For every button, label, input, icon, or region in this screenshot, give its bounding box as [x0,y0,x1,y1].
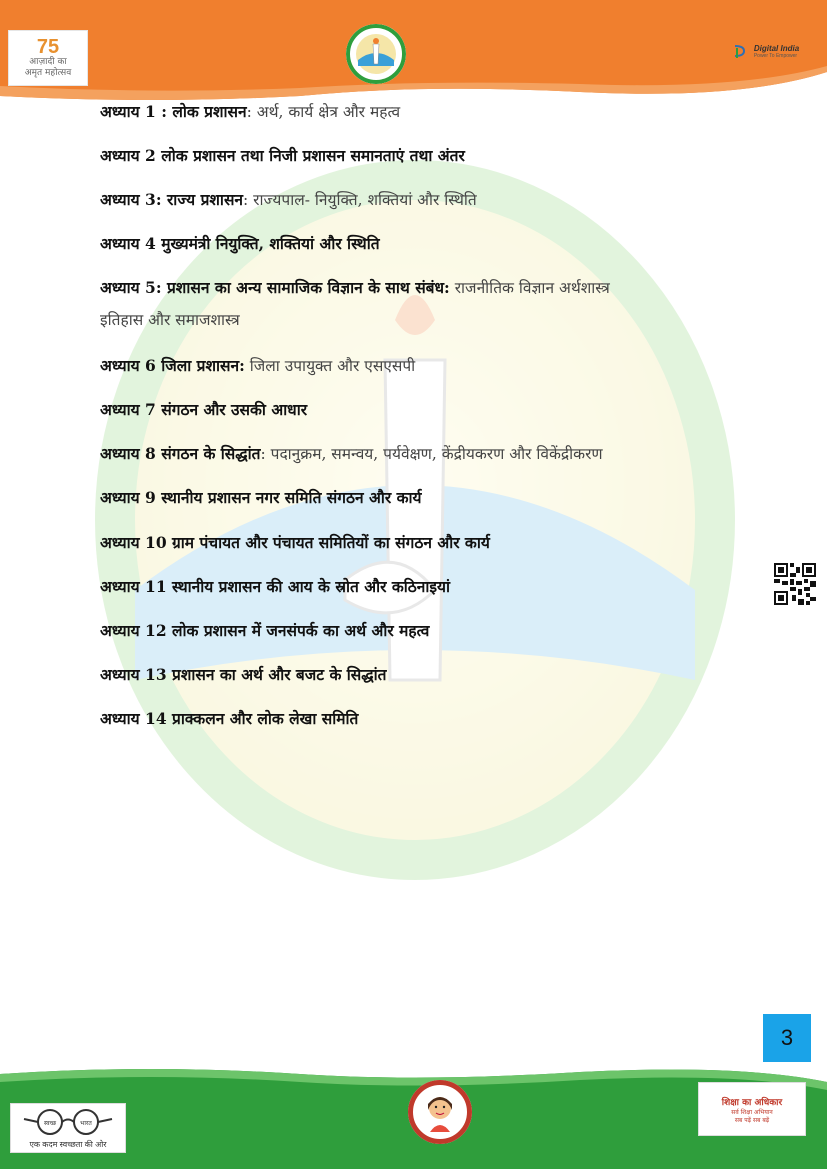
chapter-7 [100,394,750,426]
azadi-ka-amrit-mahotsav-logo [8,30,88,86]
chapter-12-title: अध्याय 12 लोक प्रशासन में जनसंपर्क का अर्थ और महत्व [100,621,430,640]
chapter-5-continued [100,304,750,336]
chapter-11-title: अध्याय 11 स्थानीय प्रशासन की आय के स्रोत और कठिनाइयां [100,577,450,596]
digital-india-logo [730,36,802,66]
chapter-10 [100,527,750,559]
chapter-2 [100,140,750,172]
shiksha-line1: सर्व शिक्षा अभियान [731,1108,773,1116]
chapter-9-title: अध्याय 9 स्थानीय प्रशासन नगर समिति संगठन और कार्य [100,488,422,507]
chapter-9 [100,482,750,514]
chapter-6-title: अध्याय 6 जिला प्रशासन: [100,356,245,375]
beti-bachao-logo-icon [408,1080,472,1144]
chapter-6 [100,350,750,382]
azadi-line2: अमृत महोत्सव [24,68,72,78]
chapter-4-title: अध्याय 4 मुख्यमंत्री नियुक्ति, शक्तियां और स्थिति [100,234,380,253]
page-number: 3 [763,1014,811,1062]
chapter-5-title: अध्याय 5: प्रशासन का अन्य सामाजिक विज्ञान के साथ संबंध: [100,278,450,297]
chapter-2-title: अध्याय 2 लोक प्रशासन तथा निजी प्रशासन समानताएं तथा अंतर [100,146,465,165]
qr-code-icon[interactable] [774,563,816,605]
chapter-10-title: अध्याय 10 ग्राम पंचायत और पंचायत समितियों का संगठन और कार्य [100,533,490,552]
swachh-word: स्वच्छ [43,1119,57,1127]
bharat-word: भारत [80,1119,92,1127]
chapter-13-title: अध्याय 13 प्रशासन का अर्थ और बजट के सिद्धांत [100,665,387,684]
chapter-3-desc: : राज्यपाल- नियुक्ति, शक्तियां और स्थिति [243,191,477,209]
gandhi-glasses-icon [20,1107,116,1137]
shiksha-ka-adhikar-logo [698,1082,806,1136]
azadi-number: 75 [36,36,60,58]
header-band [0,0,827,100]
chapter-1 [100,96,750,128]
chapter-6-desc: जिला उपायुक्त और एसएसपी [244,357,416,375]
shiksha-title: शिक्षा का अधिकार [721,1097,783,1108]
swachh-bharat-logo [10,1103,126,1153]
chapter-8 [100,438,750,470]
chapter-3 [100,184,750,216]
chapter-1-title: अध्याय 1 : लोक प्रशासन [100,102,247,121]
swachh-bharat-tagline: एक कदम स्वच्छता की ओर [29,1139,107,1149]
board-emblem-icon [346,24,406,84]
chapter-3-title: अध्याय 3: राज्य प्रशासन [100,190,244,209]
chapter-1-desc: : अर्थ, कार्य क्षेत्र और महत्व [246,103,401,121]
digital-india-tagline: Power To Empower [753,52,798,59]
digital-india-icon [733,40,751,62]
chapter-5 [100,272,750,304]
chapter-5-desc: राजनीतिक विज्ञान अर्थशास्त्र [449,279,610,297]
digital-india-title: Digital India [753,43,800,53]
azadi-line1: आज़ादी का [29,57,67,67]
chapter-8-title: अध्याय 8 संगठन के सिद्धांत [100,444,261,463]
chapter-4 [100,228,750,260]
chapter-7-title: अध्याय 7 संगठन और उसकी आधार [100,400,308,419]
shiksha-line2: सब पढ़ें सब बढ़ें [734,1116,770,1124]
chapter-12 [100,615,750,647]
chapter-14-title: अध्याय 14 प्राक्कलन और लोक लेखा समिति [100,709,359,728]
chapter-14 [100,703,750,735]
chapter-11 [100,571,750,603]
chapter-8-desc: : पदानुक्रम, समन्वय, पर्यवेक्षण, केंद्रीयकरण और विकेंद्रीकरण [260,445,603,463]
chapter-13 [100,659,750,691]
chapter-5-desc-line2: इतिहास और समाजशास्त्र [100,311,240,329]
